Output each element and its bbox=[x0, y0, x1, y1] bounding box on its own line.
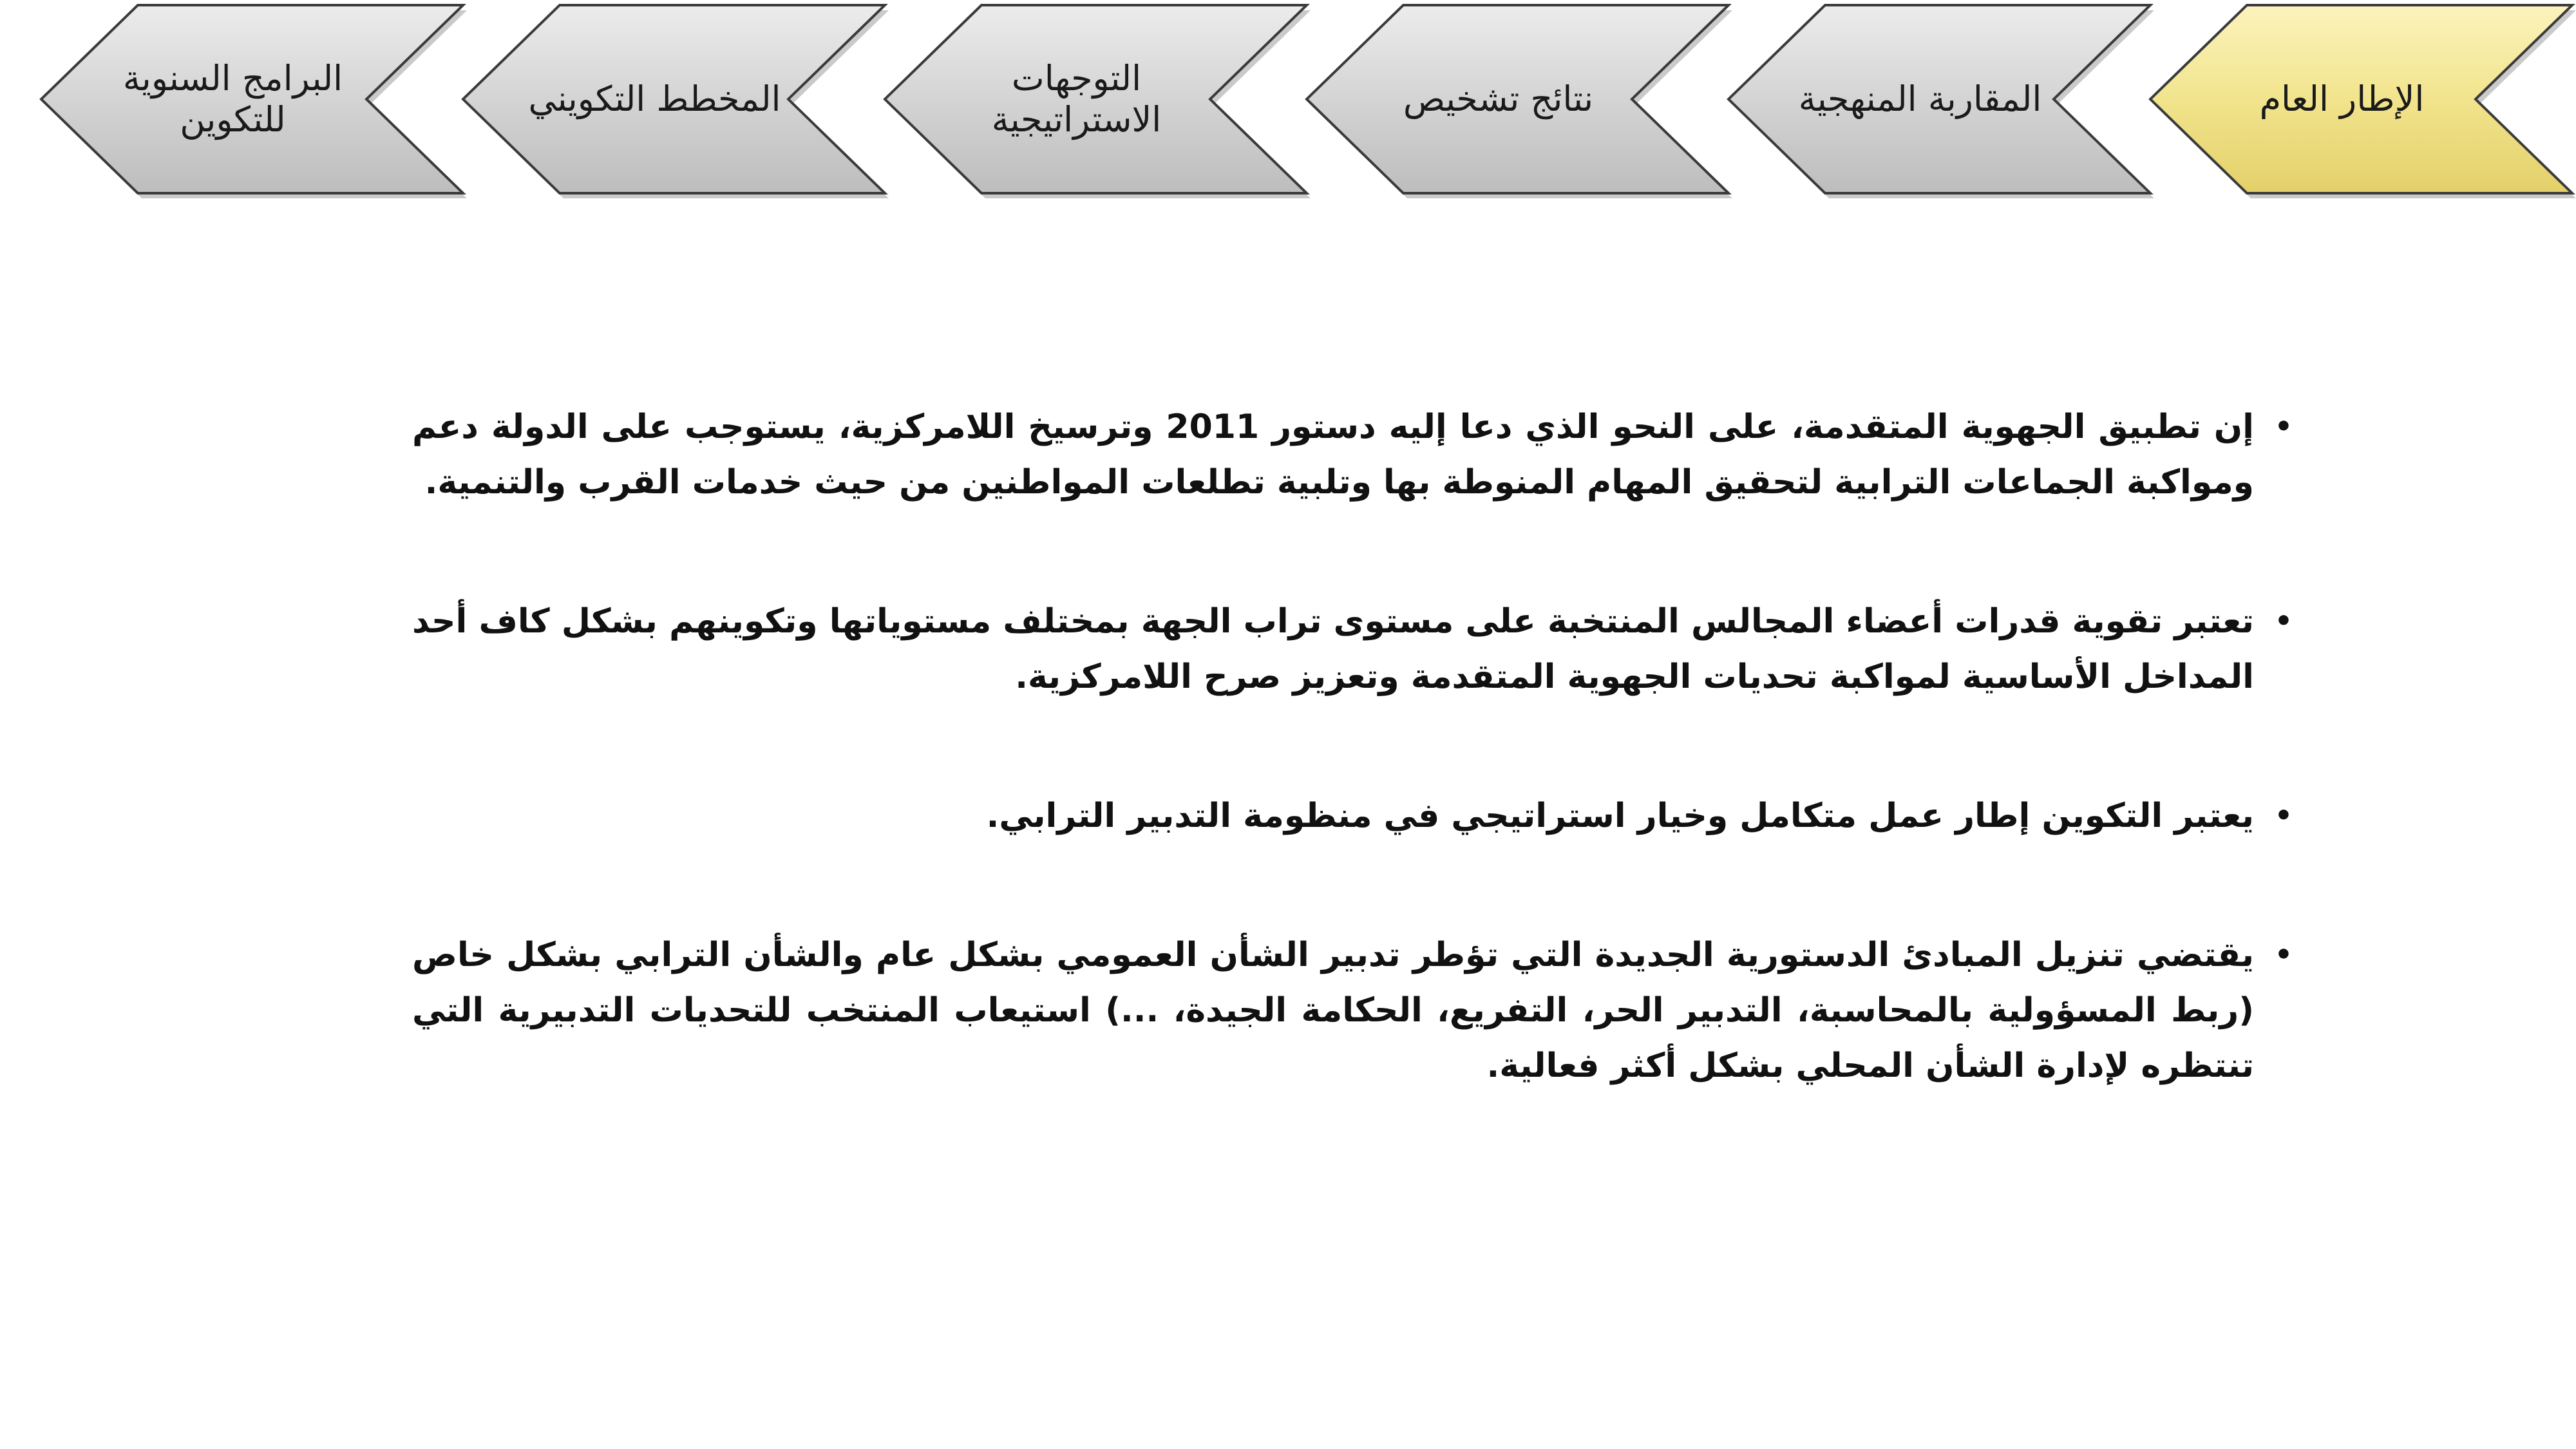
bullet-item-4 bbox=[412, 927, 2293, 1094]
bullet-item-1 bbox=[412, 399, 2293, 510]
slide-body bbox=[412, 399, 2293, 1094]
process-chevron-nav bbox=[0, 0, 2576, 206]
chevron-step-label-line: التوجهات bbox=[1011, 58, 1142, 99]
bullet-text: إن تطبيق الجهوية المتقدمة، على النحو الذي دعا إليه دستور 2011 وترسيخ اللامركزية، يستوجب على الدولة دعم ومواكبة الجماعات الترابية لتحقيق المهام المنوطة بها وتلبية تطلعات المواطنين من حيث خدمات القرب والتنمية. bbox=[412, 408, 2255, 502]
bullet-marker: • bbox=[2274, 799, 2293, 832]
bullet-marker: • bbox=[2274, 938, 2293, 971]
bullet-text: تعتبر تقوية قدرات أعضاء المجالس المنتخبة على مستوى تراب الجهة بمختلف مستوياتها وتكوينهم بشكل كاف أحد المداخل الأساسية لمواكبة تحديات الجهوية المتقدمة وتعزيز صرح اللامركزية. bbox=[412, 602, 2254, 696]
chevron-step-label-5[interactable] bbox=[516, 5, 793, 193]
bullet-marker: • bbox=[2274, 605, 2293, 638]
bullet-item-2 bbox=[412, 594, 2293, 705]
chevron-step-label-4[interactable] bbox=[938, 5, 1215, 193]
chevron-step-label-1[interactable] bbox=[2204, 5, 2481, 193]
chevron-step-label-3[interactable] bbox=[1360, 5, 1637, 193]
chevron-step-label-6[interactable] bbox=[95, 5, 372, 193]
chevron-step-label-2[interactable] bbox=[1782, 5, 2059, 193]
chevron-step-label-line: البرامج السنوية bbox=[122, 58, 343, 99]
chevron-step-label-line: للتكوين bbox=[180, 99, 286, 140]
chevron-step-label-line: المخطط التكويني bbox=[528, 79, 781, 119]
chevron-step-label-line: المقاربة المنهجية bbox=[1798, 79, 2042, 119]
bullet-item-3 bbox=[412, 788, 2293, 844]
chevron-step-label-line: الإطار العام bbox=[2259, 79, 2425, 119]
chevron-step-label-line: الاستراتيجية bbox=[991, 99, 1162, 140]
bullet-text: يقتضي تنزيل المبادئ الدستورية الجديدة التي تؤطر تدبير الشأن العمومي بشكل عام والشأن الترابي بشكل خاص (ربط المسؤولية بالمحاسبة، التدبير الحر، التفريع، الحكامة الجيدة، ...) استيعاب المنتخب للتحديات التدبيرية التي تنتظره لإدارة الشأن المحلي بشكل أكثر فعالية. bbox=[412, 936, 2254, 1085]
bullet-text: يعتبر التكوين إطار عمل متكامل وخيار استراتيجي في منظومة التدبير الترابي. bbox=[986, 797, 2254, 835]
chevron-step-label-line: نتائج تشخيص bbox=[1403, 79, 1594, 119]
bullet-marker: • bbox=[2274, 410, 2293, 443]
